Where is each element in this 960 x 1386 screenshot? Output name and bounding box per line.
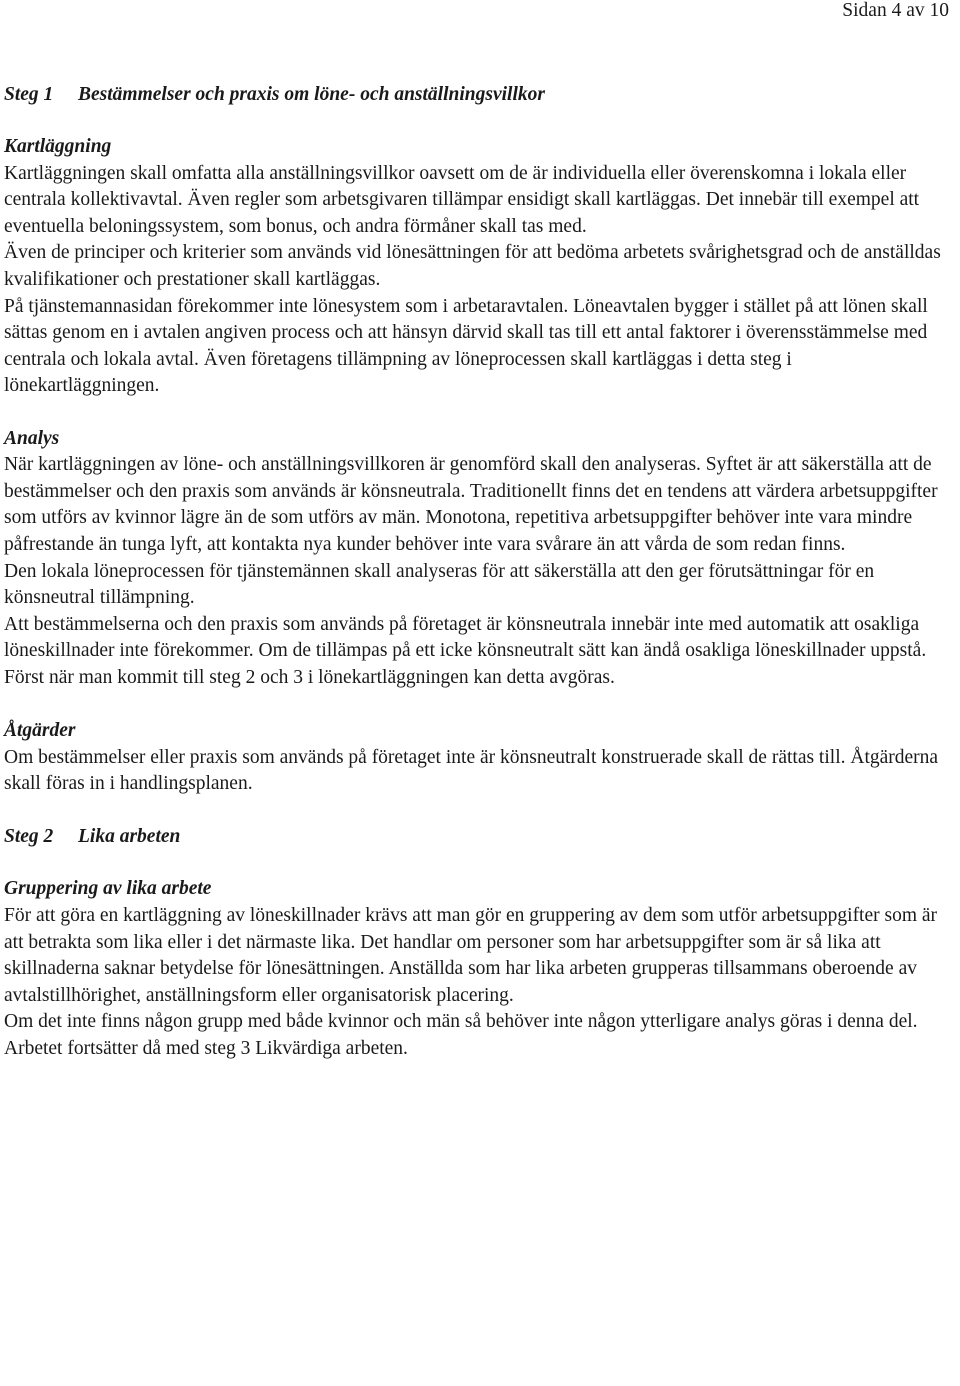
paragraph-atgarder-1: Om bestämmelser eller praxis som används på företaget inte är könsneutralt konstruerade skall de rättas till. Åtgärderna skall föras in i handlingsplanen. xyxy=(4,746,939,795)
paragraph-gruppering-2: Om det inte finns någon grupp med både kvinnor och män så behöver inte någon ytterligare analys göras i denna del. Arbetet fortsätter då med steg 3 Likvärdiga arbeten. xyxy=(4,1011,918,1059)
paragraph-kartlaggning-1: Kartläggningen skall omfatta alla anställningsvillkor oavsett om de är individuella eller överenskomna i lokala eller centrala kollektivavtal. Även regler som arbetsgivaren tillämpar ensidigt skall kartläggas. Det innebär till exempel att eventuella beloningssystem, som bonus, och andra förmåner skall tas med. xyxy=(4,162,920,237)
paragraph-analys-1: När kartläggningen av löne- och anställningsvillkoren är genomförd skall den analyseras. Syftet är att säkerställa att de bestämmelser och den praxis som används är könsneutrala. Traditionellt finns det en tendens att värdera arbetsuppgifter som utförs av kvinnor lägre än de som utförs av män. Monotona, repetitiva arbetsuppgifter behöver inte vara mindre påfrestande än tunga lyft, att kontakta nya kunder behöver inte vara svårare än att vårda de som redan finns. xyxy=(4,454,938,555)
section-number: Steg 2 xyxy=(4,826,54,848)
section-heading-steg-1 xyxy=(4,82,949,109)
subheading-kartlaggning: Kartläggning xyxy=(4,136,112,158)
paragraph-gruppering-1: För att göra en kartläggning av löneskillnader krävs att man gör en gruppering av dem som utför arbetsuppgifter som är att betrakta som lika eller i det närmaste lika. Det handlar om personer som har arbetsuppgifter som är så lika att skillnaderna saknar betydelse för lönesättningen. Anställda som har lika arbeten grupperas tillsammans oberoende av avtalstillhörighet, anställningsform eller organisatorisk placering. xyxy=(4,904,938,1006)
paragraph-analys-2: Den lokala löneprocessen för tjänstemännen skall analyseras för att säkerställa att den ger förutsättningar för en könsneutral tillämpning. xyxy=(4,560,875,609)
subheading-atgarder: Åtgärder xyxy=(4,719,76,741)
subheading-analys: Analys xyxy=(4,427,60,449)
section-number: Steg 1 xyxy=(4,84,54,105)
document-body xyxy=(4,82,949,1063)
section-heading-steg-2 xyxy=(4,824,949,851)
paragraph-analys-3: Att bestämmelserna och den praxis som används på företaget är könsneutrala innebär inte med automatik att osakliga löneskillnader inte förekommer. Om de tillämpas på ett icke könsneutralt sätt kan ändå osakliga löneskillnader uppstå. Först när man kommit till steg 2 och 3 i lönekartläggningen kan detta avgöras. xyxy=(4,613,927,688)
section-title: Bestämmelser och praxis om löne- och anställningsvillkor xyxy=(78,84,545,105)
page-number: Sidan 4 av 10 xyxy=(842,0,949,21)
paragraph-kartlaggning-3: På tjänstemannasidan förekommer inte lönesystem som i arbetaravtalen. Löneavtalen bygger i stället på att lönen skall sättas genom en i avtalen angiven process och att hänsyn därvid skall tas till ett antal faktorer i överensstämmelse med centrala och lokala avtal. Även företagens tillämpning av löneprocessen skall kartläggas i detta steg i lönekartläggningen. xyxy=(4,295,928,397)
section-title: Lika arbeten xyxy=(78,826,181,848)
subheading-gruppering: Gruppering av lika arbete xyxy=(4,878,212,900)
paragraph-kartlaggning-2: Även de principer och kriterier som används vid lönesättningen för att bedöma arbetets svårighetsgrad och de anställdas kvalifikationer och prestationer skall kartläggas. xyxy=(4,242,941,291)
